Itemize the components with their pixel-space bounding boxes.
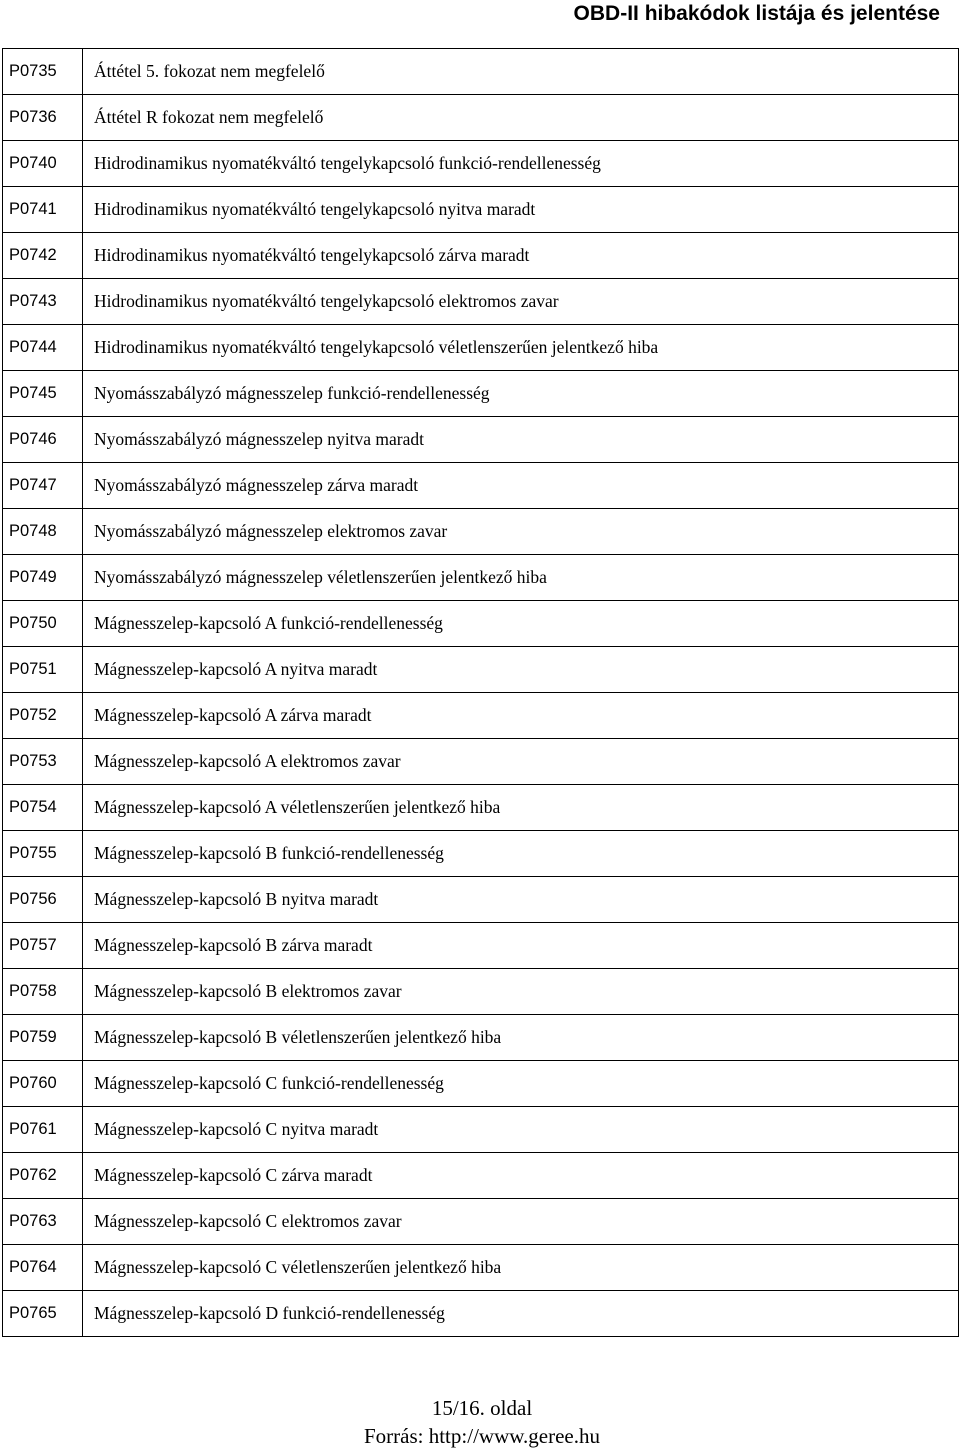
error-description-cell: Nyomásszabályzó mágnesszelep elektromos zavar — [83, 509, 959, 555]
error-code-cell: P0745 — [3, 371, 83, 417]
table-row — [3, 325, 959, 371]
table-row — [3, 187, 959, 233]
page-number: 15/16. oldal — [431, 1396, 533, 1420]
error-description-cell: Nyomásszabályzó mágnesszelep funkció-rendellenesség — [83, 371, 959, 417]
error-description-cell: Mágnesszelep-kapcsoló A véletlenszerűen jelentkező hiba — [83, 785, 959, 831]
error-code-table — [2, 48, 959, 1337]
error-description-cell: Mágnesszelep-kapcsoló D funkció-rendellenesség — [83, 1291, 959, 1337]
error-code-cell: P0762 — [3, 1153, 83, 1199]
error-code-cell: P0748 — [3, 509, 83, 555]
table-row — [3, 1107, 959, 1153]
table-row — [3, 785, 959, 831]
error-description-cell: Áttétel 5. fokozat nem megfelelő — [83, 49, 959, 95]
table-row — [3, 141, 959, 187]
error-description-cell: Mágnesszelep-kapcsoló B zárva maradt — [83, 923, 959, 969]
error-code-cell: P0735 — [3, 49, 83, 95]
table-row — [3, 371, 959, 417]
error-description-cell: Mágnesszelep-kapcsoló C elektromos zavar — [83, 1199, 959, 1245]
table-row — [3, 463, 959, 509]
error-code-cell: P0758 — [3, 969, 83, 1015]
error-description-cell: Nyomásszabályzó mágnesszelep nyitva maradt — [83, 417, 959, 463]
error-description-cell: Hidrodinamikus nyomatékváltó tengelykapcsoló nyitva maradt — [83, 187, 959, 233]
table-row — [3, 95, 959, 141]
table-row — [3, 601, 959, 647]
error-code-cell: P0761 — [3, 1107, 83, 1153]
error-code-cell: P0751 — [3, 647, 83, 693]
error-code-cell: P0754 — [3, 785, 83, 831]
table-row — [3, 877, 959, 923]
error-code-cell: P0736 — [3, 95, 83, 141]
error-code-cell: P0747 — [3, 463, 83, 509]
error-description-cell: Mágnesszelep-kapcsoló C funkció-rendellenesség — [83, 1061, 959, 1107]
error-code-cell: P0744 — [3, 325, 83, 371]
error-code-table-body — [3, 49, 959, 1337]
error-code-cell: P0763 — [3, 1199, 83, 1245]
error-code-cell: P0757 — [3, 923, 83, 969]
error-description-cell: Nyomásszabályzó mágnesszelep véletlenszerűen jelentkező hiba — [83, 555, 959, 601]
table-row — [3, 1291, 959, 1337]
error-code-cell: P0746 — [3, 417, 83, 463]
error-code-cell: P0755 — [3, 831, 83, 877]
table-row — [3, 969, 959, 1015]
table-row — [3, 279, 959, 325]
error-description-cell: Hidrodinamikus nyomatékváltó tengelykapcsoló elektromos zavar — [83, 279, 959, 325]
error-description-cell: Mágnesszelep-kapcsoló A nyitva maradt — [83, 647, 959, 693]
table-row — [3, 555, 959, 601]
error-code-cell: P0740 — [3, 141, 83, 187]
error-description-cell: Mágnesszelep-kapcsoló C véletlenszerűen jelentkező hiba — [83, 1245, 959, 1291]
error-code-cell: P0752 — [3, 693, 83, 739]
table-row — [3, 509, 959, 555]
error-code-cell: P0749 — [3, 555, 83, 601]
error-description-cell: Mágnesszelep-kapcsoló B funkció-rendellenesség — [83, 831, 959, 877]
table-row — [3, 831, 959, 877]
table-row — [3, 1245, 959, 1291]
error-code-cell: P0753 — [3, 739, 83, 785]
error-description-cell: Áttétel R fokozat nem megfelelő — [83, 95, 959, 141]
error-code-cell: P0742 — [3, 233, 83, 279]
table-row — [3, 1015, 959, 1061]
table-row — [3, 233, 959, 279]
table-row — [3, 647, 959, 693]
table-row — [3, 417, 959, 463]
table-row — [3, 923, 959, 969]
error-code-cell: P0743 — [3, 279, 83, 325]
error-description-cell: Mágnesszelep-kapcsoló C zárva maradt — [83, 1153, 959, 1199]
error-description-cell: Hidrodinamikus nyomatékváltó tengelykapcsoló zárva maradt — [83, 233, 959, 279]
page-footer — [0, 1394, 960, 1450]
error-code-cell: P0741 — [3, 187, 83, 233]
error-code-cell: P0759 — [3, 1015, 83, 1061]
error-description-cell: Mágnesszelep-kapcsoló A zárva maradt — [83, 693, 959, 739]
error-description-cell: Nyomásszabályzó mágnesszelep zárva maradt — [83, 463, 959, 509]
error-code-cell: P0765 — [3, 1291, 83, 1337]
error-description-cell: Hidrodinamikus nyomatékváltó tengelykapcsoló véletlenszerűen jelentkező hiba — [83, 325, 959, 371]
table-row — [3, 739, 959, 785]
table-row — [3, 49, 959, 95]
error-description-cell: Mágnesszelep-kapcsoló A elektromos zavar — [83, 739, 959, 785]
error-description-cell: Mágnesszelep-kapcsoló A funkció-rendellenesség — [83, 601, 959, 647]
error-code-cell: P0760 — [3, 1061, 83, 1107]
error-description-cell: Hidrodinamikus nyomatékváltó tengelykapcsoló funkció-rendellenesség — [83, 141, 959, 187]
error-description-cell: Mágnesszelep-kapcsoló B elektromos zavar — [83, 969, 959, 1015]
error-code-cell: P0750 — [3, 601, 83, 647]
document-title: OBD-II hibakódok listája és jelentése — [573, 2, 940, 25]
error-description-cell: Mágnesszelep-kapcsoló B nyitva maradt — [83, 877, 959, 923]
error-description-cell: Mágnesszelep-kapcsoló C nyitva maradt — [83, 1107, 959, 1153]
table-row — [3, 693, 959, 739]
error-description-cell: Mágnesszelep-kapcsoló B véletlenszerűen jelentkező hiba — [83, 1015, 959, 1061]
table-row — [3, 1153, 959, 1199]
error-code-cell: P0756 — [3, 877, 83, 923]
source-link[interactable]: Forrás: http://www.geree.hu — [363, 1424, 600, 1448]
table-row — [3, 1199, 959, 1245]
error-code-cell: P0764 — [3, 1245, 83, 1291]
table-row — [3, 1061, 959, 1107]
